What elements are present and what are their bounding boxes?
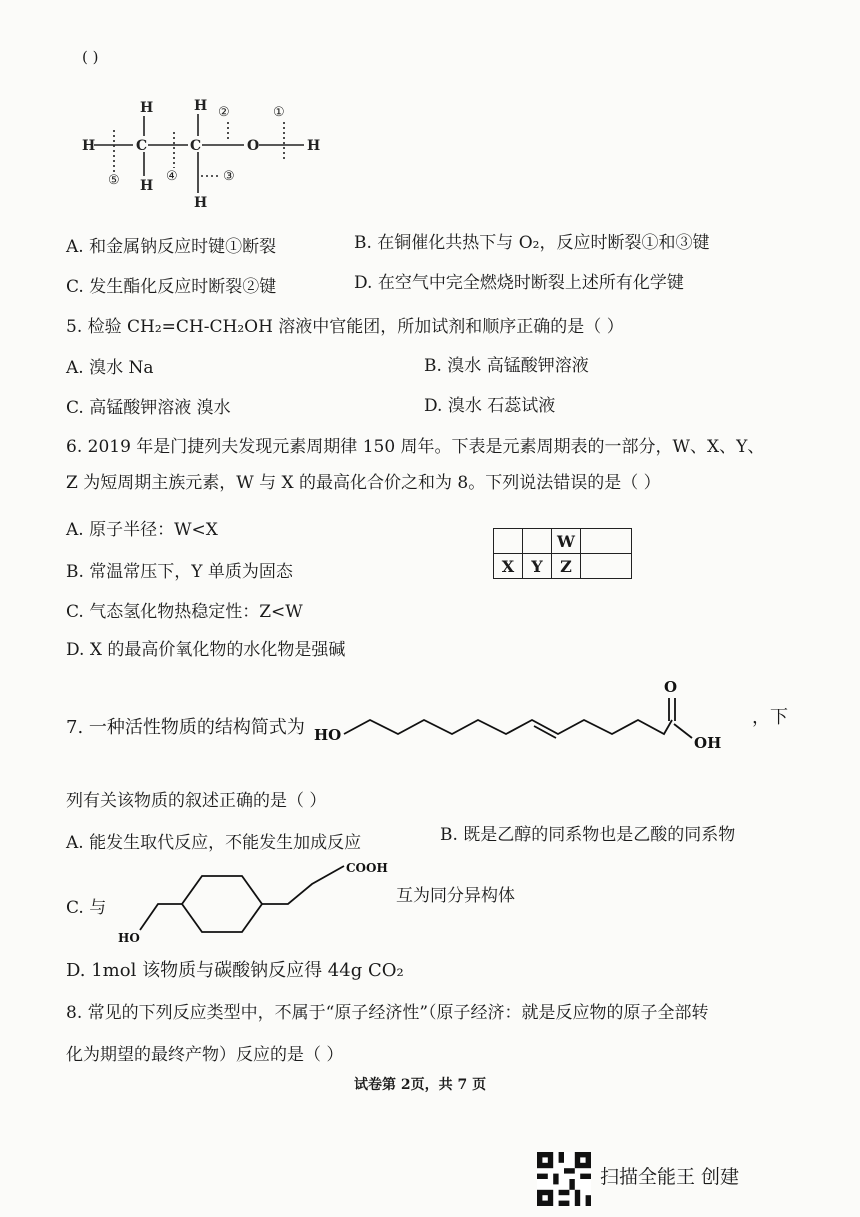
qr-code-icon <box>537 1152 591 1206</box>
bond-label-3: ③ <box>223 169 235 184</box>
ring-cooh-label: COOH <box>346 861 388 875</box>
page-footer: 试卷第 2页，共 7 页 <box>354 1077 487 1093</box>
table-cell: Z <box>552 554 581 579</box>
bond-label-2: ② <box>218 105 230 120</box>
table-cell <box>581 554 632 579</box>
q8-line2: 化为期望的最终产物）反应的是（ ） <box>66 1045 344 1065</box>
o-label: O <box>664 678 678 696</box>
table-cell <box>523 529 552 554</box>
h-c1-top: H <box>140 100 154 116</box>
h-left: H <box>82 138 96 154</box>
q7-stem-b: ，下 <box>752 707 788 728</box>
q6-option-d: D. X 的最高价氧化物的水化物是强碱 <box>66 640 346 660</box>
bond-label-5: ⑤ <box>108 173 120 188</box>
periodic-table-fragment <box>493 528 632 579</box>
q5-option-a: A. 溴水 Na <box>66 358 154 378</box>
q6-stem-line1: 6. 2019 年是门捷列夫发现元素周期律 150 周年。下表是元素周期表的一部分，W、X、Y、 <box>66 437 765 457</box>
q6-option-b: B. 常温常压下，Y 单质为固态 <box>66 562 293 582</box>
table-cell <box>494 529 523 554</box>
q7-stem-c: 列有关该物质的叙述正确的是（ ） <box>66 791 327 811</box>
q5-option-c: C. 高锰酸钾溶液 溴水 <box>66 398 231 418</box>
q7-option-a: A. 能发生取代反应，不能发生加成反应 <box>66 833 362 853</box>
h-c2-bottom: H <box>194 195 208 211</box>
q4-option-a: A. 和金属钠反应时键①断裂 <box>66 237 277 257</box>
q7-stem-a: 7. 一种活性物质的结构简式为 <box>66 717 305 738</box>
q7-option-b: B. 既是乙醇的同系物也是乙酸的同系物 <box>440 825 736 845</box>
skeletal-formula-chain <box>312 676 752 756</box>
table-row <box>494 529 632 554</box>
table-cell: X <box>494 554 523 579</box>
h-right: H <box>307 138 321 154</box>
c1: C <box>136 138 148 154</box>
q4-option-d: D. 在空气中完全燃烧时断裂上述所有化学键 <box>354 273 684 293</box>
table-cell: Y <box>523 554 552 579</box>
bond-label-1: ① <box>273 105 285 120</box>
q6-stem-line2: Z 为短周期主族元素，W 与 X 的最高化合价之和为 8。下列说法错误的是（ ） <box>66 473 661 493</box>
q5-stem: 5. 检验 CH₂=CH-CH₂OH 溶液中官能团，所加试剂和顺序正确的是（ ） <box>66 317 624 337</box>
table-cell: W <box>552 529 581 554</box>
cyclohexane-structure <box>116 854 396 944</box>
ethanol-structure-diagram <box>78 92 328 217</box>
q8-line1: 8. 常见的下列反应类型中，不属于“原子经济性”（原子经济：就是反应物的原子全部转 <box>66 1003 709 1023</box>
bond-label-4: ④ <box>166 169 178 184</box>
o-atom: O <box>247 138 260 154</box>
c2: C <box>190 138 202 154</box>
oh-label: OH <box>694 734 722 752</box>
q6-option-c: C. 气态氢化物热稳定性：Z<W <box>66 602 303 622</box>
q7-option-d: D. 1mol 该物质与碳酸钠反应得 44g CO₂ <box>66 960 404 981</box>
q7-option-c-lead: C. 与 <box>66 898 107 918</box>
q7-option-c-tail: 互为同分异构体 <box>396 886 515 906</box>
h-c1-bottom: H <box>140 178 154 194</box>
q4-blank: ( ) <box>82 48 99 66</box>
h-c2-top: H <box>194 98 208 114</box>
table-row <box>494 554 632 579</box>
scanner-watermark-text: 扫描全能王 创建 <box>600 1166 740 1188</box>
ho-label: HO <box>314 726 342 744</box>
q5-option-d: D. 溴水 石蕊试液 <box>424 396 556 416</box>
q6-option-a: A. 原子半径：W<X <box>66 520 218 540</box>
table-cell <box>581 529 632 554</box>
ring-ho-label: HO <box>118 931 140 944</box>
q4-option-b: B. 在铜催化共热下与 O₂，反应时断裂①和③键 <box>354 233 710 253</box>
q4-option-c: C. 发生酯化反应时断裂②键 <box>66 277 277 297</box>
q5-option-b: B. 溴水 高锰酸钾溶液 <box>424 356 589 376</box>
